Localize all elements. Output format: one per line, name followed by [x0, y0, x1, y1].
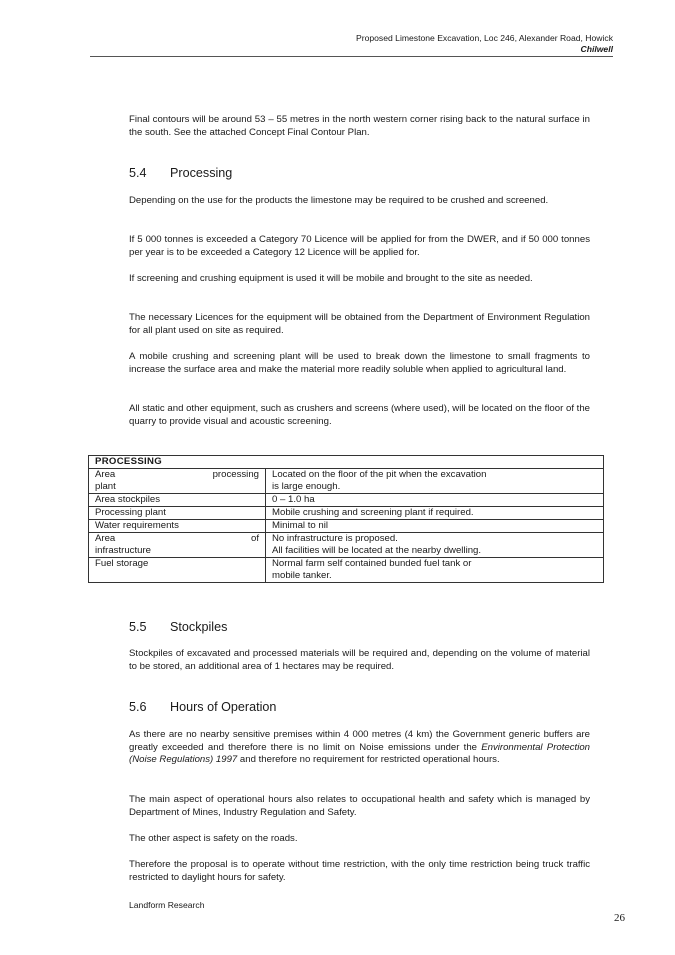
cell-text: Area: [95, 533, 116, 544]
section-5-5-heading: [129, 620, 227, 634]
page-number: 26: [614, 912, 625, 924]
paragraph: Therefore the proposal is to operate without time restriction, with the only time restriction being truck traffic restricted to daylight hours for safety.: [129, 859, 590, 883]
table-value-cell: Minimal to nil: [266, 520, 604, 533]
table-row: [89, 469, 604, 494]
italic-citation: Environmental Protection (Noise Regulations) 1997: [129, 741, 590, 766]
header-company: Chilwell: [580, 44, 613, 54]
cell-text: processing: [212, 469, 259, 480]
paragraph: Depending on the use for the products the limestone may be required to be crushed and screened.: [129, 195, 549, 206]
section-5-6-heading: [129, 700, 276, 714]
cell-text: Area: [95, 469, 116, 480]
paragraph: The main aspect of operational hours also relates to occupational health and safety which is managed by Department of Mines, Industry Regulation and Safety.: [129, 794, 590, 818]
text-run: As there are no nearby sensitive premises within 4 000 metres (4 km) the Government generic buffers are greatly exceeded and therefore there is no limit on Noise emissions under the: [129, 729, 590, 753]
cell-text: infrastructure: [95, 545, 151, 556]
section-5-4-heading: [129, 166, 232, 180]
table-value-cell: Mobile crushing and screening plant if required.: [266, 507, 604, 520]
cell-text: Located on the floor of the pit when the excavation: [272, 469, 487, 480]
section-number: 5.6: [129, 700, 147, 714]
paragraph: The necessary Licences for the equipment will be obtained from the Department of Environment Regulation for all plant used on site as required.: [129, 312, 590, 336]
cell-text: mobile tanker.: [272, 570, 332, 581]
cell-text: is large enough.: [272, 481, 341, 492]
cell-text: No infrastructure is proposed.: [272, 533, 398, 544]
cell-text: Normal farm self contained bunded fuel tank or: [272, 558, 472, 569]
processing-table: [88, 455, 604, 583]
table-heading: PROCESSING: [89, 456, 604, 469]
cell-text: All facilities will be located at the nearby dwelling.: [272, 545, 482, 556]
table-row: [89, 520, 604, 533]
footer-org: Landform Research: [129, 900, 205, 910]
table-value-cell: [266, 558, 604, 583]
section-title: Stockpiles: [170, 620, 228, 634]
table-value-cell: [266, 533, 604, 558]
intro-paragraph: Final contours will be around 53 – 55 metres in the north western corner rising back to the natural surface in the south. See the attached Concept Final Contour Plan.: [129, 114, 590, 138]
table-value-cell: [266, 469, 604, 494]
table-row: [89, 494, 604, 507]
table-row: [89, 533, 604, 558]
table-key-cell: [89, 533, 266, 558]
header-divider: [90, 56, 613, 57]
section-title: Hours of Operation: [170, 700, 277, 714]
table-key-cell: Water requirements: [89, 520, 266, 533]
paragraph: All static and other equipment, such as crushers and screens (where used), will be located on the floor of the quarry to provide visual and acoustic screening.: [129, 403, 590, 427]
paragraph: If screening and crushing equipment is used it will be mobile and brought to the site as needed.: [129, 273, 533, 284]
text-run: and therefore no requirement for restricted operational hours.: [237, 754, 500, 766]
table-key-cell: [89, 469, 266, 494]
cell-text: plant: [95, 481, 116, 492]
table-row: [89, 507, 604, 520]
section-title: Processing: [170, 166, 233, 180]
table-header-row: [89, 456, 604, 469]
section-number: 5.4: [129, 166, 147, 180]
section-number: 5.5: [129, 620, 147, 634]
header-title: Proposed Limestone Excavation, Loc 246, Alexander Road, Howick: [355, 33, 613, 43]
paragraph: Stockpiles of excavated and processed materials will be required and, depending on the volume of material to be stored, an additional area of 1 hectares may be required.: [129, 648, 590, 672]
paragraph: If 5 000 tonnes is exceeded a Category 70 Licence will be applied for from the DWER, and if 50 000 tonnes per year is to be exceeded a Category 12 Licence will be applied for.: [129, 234, 590, 258]
table-row: [89, 558, 604, 583]
cell-text: of: [250, 533, 259, 544]
paragraph: The other aspect is safety on the roads.: [129, 833, 298, 844]
page-header: [90, 33, 613, 55]
table-key-cell: Fuel storage: [89, 558, 266, 583]
table-value-cell: 0 – 1.0 ha: [266, 494, 604, 507]
paragraph: A mobile crushing and screening plant will be used to break down the limestone to small fragments to increase the surface area and make the material more readily soluble when applied to agricultural land.: [129, 351, 590, 375]
table-key-cell: Processing plant: [89, 507, 266, 520]
table-key-cell: Area stockpiles: [89, 494, 266, 507]
paragraph: [129, 729, 590, 767]
